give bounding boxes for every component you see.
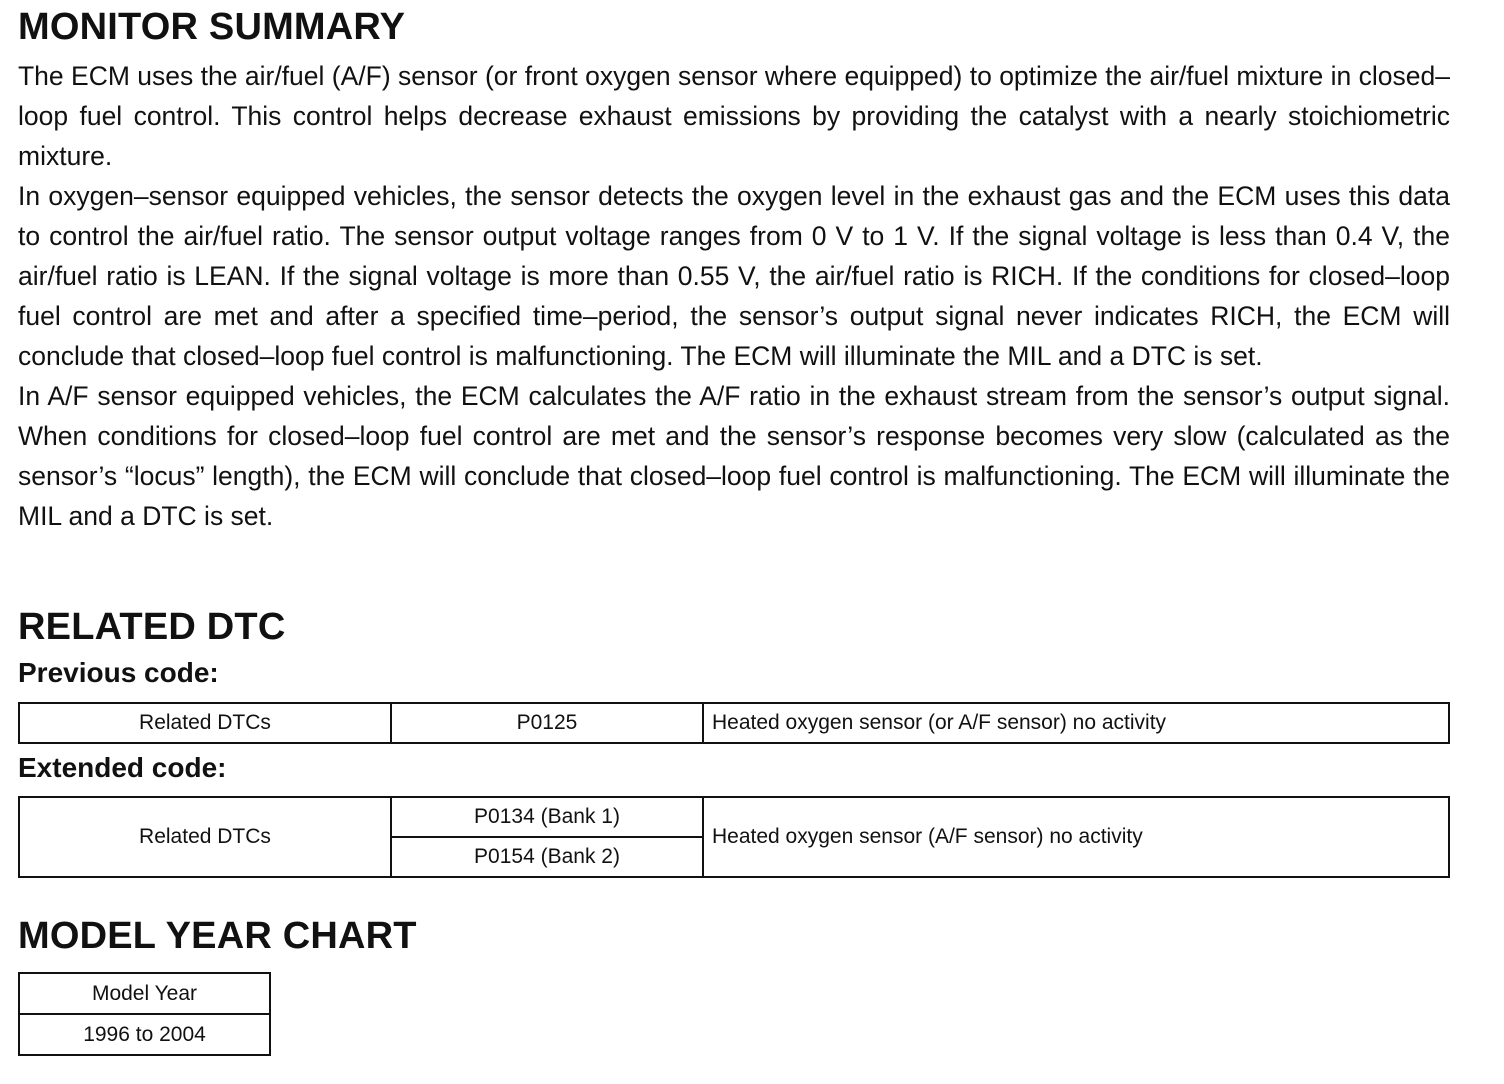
extended-code-heading: Extended code: xyxy=(18,752,227,783)
table-row xyxy=(19,797,1449,837)
related-dtcs-label: Related DTCs xyxy=(19,703,391,743)
dtc-code: P0125 xyxy=(391,703,703,743)
model-year-chart-heading: MODEL YEAR CHART xyxy=(18,915,417,957)
monitor-summary-body xyxy=(18,56,1450,536)
model-year-header: Model Year xyxy=(19,973,270,1014)
table-row xyxy=(19,1014,270,1055)
monitor-summary-heading: MONITOR SUMMARY xyxy=(18,6,406,48)
model-year-table xyxy=(18,972,271,1056)
summary-paragraph-2: In oxygen–sensor equipped vehicles, the sensor detects the oxygen level in the exhaust gas and the ECM uses this data to control the air/fuel ratio. The sensor output voltage ranges from 0 V to 1 V. If the signal voltage is less than 0.4 V, the air/fuel ratio is LEAN. If the signal voltage is more than 0.55 V, the air/fuel ratio is RICH. If the conditions for closed–loop fuel control are met and after a specified time–period, the sensor’s output signal never indicates RICH, the ECM will conclude that closed–loop fuel control is malfunctioning. The ECM will illuminate the MIL and a DTC is set. xyxy=(18,181,1450,371)
extended-code-table xyxy=(18,796,1450,878)
previous-code-heading: Previous code: xyxy=(18,657,219,688)
dtc-code-bank-2: P0154 (Bank 2) xyxy=(391,837,703,877)
dtc-description: Heated oxygen sensor (A/F sensor) no activity xyxy=(703,797,1449,877)
related-dtcs-label: Related DTCs xyxy=(19,797,391,877)
related-dtc-heading: RELATED DTC xyxy=(18,606,286,648)
model-year-value: 1996 to 2004 xyxy=(19,1014,270,1055)
table-row xyxy=(19,703,1449,743)
table-row xyxy=(19,973,270,1014)
summary-paragraph-1: The ECM uses the air/fuel (A/F) sensor (or front oxygen sensor where equipped) to optimize the air/fuel mixture in closed–loop fuel control. This control helps decrease exhaust emissions by providing the catalyst with a nearly stoichiometric mixture. xyxy=(18,61,1450,171)
summary-paragraph-3: In A/F sensor equipped vehicles, the ECM calculates the A/F ratio in the exhaust stream from the sensor’s output signal. When conditions for closed–loop fuel control are met and the sensor’s response becomes very slow (calculated as the sensor’s “locus” length), the ECM will conclude that closed–loop fuel control is malfunctioning. The ECM will illuminate the MIL and a DTC is set. xyxy=(18,381,1450,531)
dtc-code-bank-1: P0134 (Bank 1) xyxy=(391,797,703,837)
dtc-description: Heated oxygen sensor (or A/F sensor) no activity xyxy=(703,703,1449,743)
previous-code-table xyxy=(18,702,1450,744)
